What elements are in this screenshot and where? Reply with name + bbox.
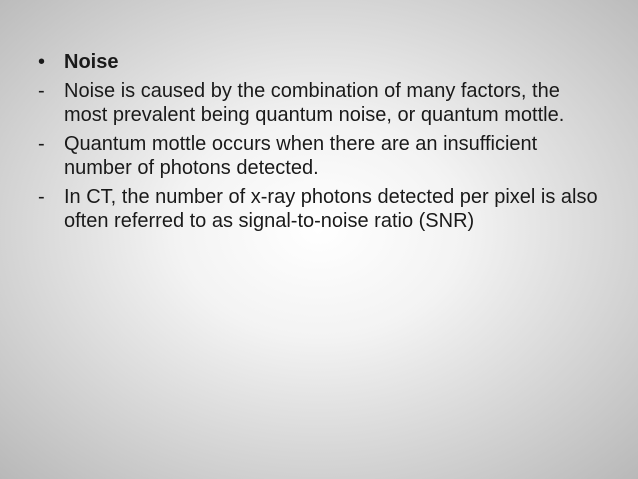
list-item-text: Noise is caused by the combination of many factors, the most prevalent being quantum noise, or quantum mottle. xyxy=(64,80,565,126)
list-item xyxy=(38,79,598,127)
list-item-text: Quantum mottle occurs when there are an insufficient number of photons detected. xyxy=(64,133,538,179)
dash-marker: - xyxy=(38,186,45,208)
list-item xyxy=(38,132,598,180)
heading-item xyxy=(38,50,598,74)
list-item xyxy=(38,185,598,233)
dash-marker: - xyxy=(38,133,45,155)
list-item-text: In CT, the number of x-ray photons detected per pixel is also often referred to as signal-to-noise ratio (SNR) xyxy=(64,186,598,232)
slide-heading: Noise xyxy=(64,51,119,73)
slide-content xyxy=(38,50,598,238)
dash-marker: - xyxy=(38,80,45,102)
bullet-icon: • xyxy=(38,51,46,73)
